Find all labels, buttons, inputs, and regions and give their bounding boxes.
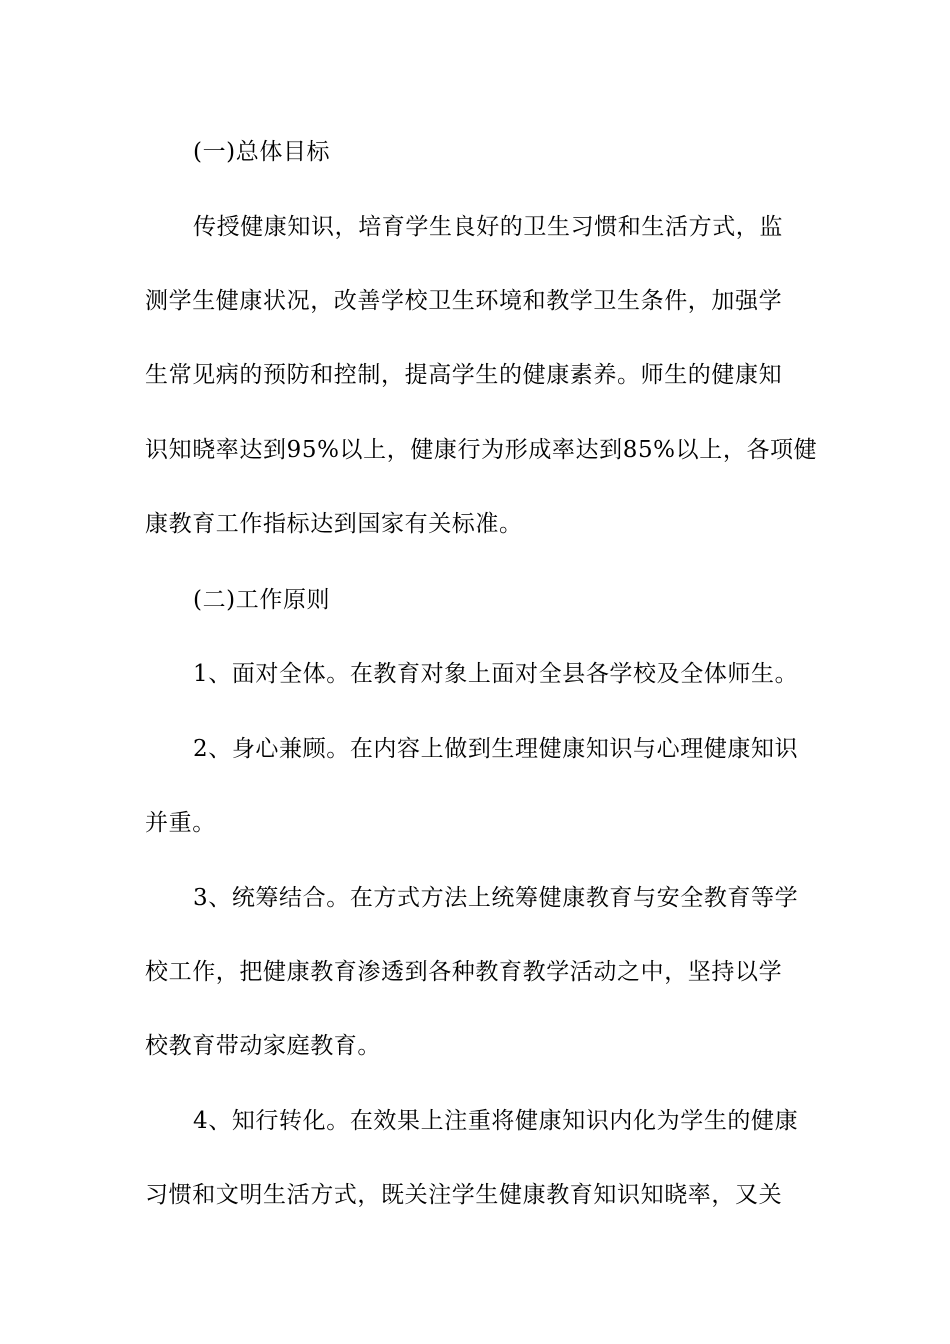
list-item-line: 并重。 <box>145 810 216 836</box>
paragraph-line: 识知晓率达到95%以上，健康行为形成率达到85%以上，各项健 <box>145 437 818 463</box>
list-item-line: 习惯和文明生活方式，既关注学生健康教育知识知晓率，又关 <box>145 1182 783 1208</box>
section-heading-overall-goal: (一)总体目标 <box>193 139 331 165</box>
list-item-line: 校工作，把健康教育渗透到各种教育教学活动之中，坚持以学 <box>145 959 783 985</box>
paragraph-line: 生常见病的预防和控制，提高学生的健康素养。师生的健康知 <box>145 362 783 388</box>
paragraph-line: 康教育工作指标达到国家有关标准。 <box>145 511 523 537</box>
list-item-line: 4、知行转化。在效果上注重将健康知识内化为学生的健康 <box>193 1108 799 1134</box>
list-item-line: 1、面对全体。在教育对象上面对全县各学校及全体师生。 <box>193 661 799 687</box>
list-item-line: 3、统筹结合。在方式方法上统筹健康教育与安全教育等学 <box>193 885 799 911</box>
list-item-line: 校教育带动家庭教育。 <box>145 1033 381 1059</box>
paragraph-line: 传授健康知识，培育学生良好的卫生习惯和生活方式，监 <box>193 214 783 240</box>
paragraph-line: 测学生健康状况，改善学校卫生环境和教学卫生条件，加强学 <box>145 288 783 314</box>
list-item-line: 2、身心兼顾。在内容上做到生理健康知识与心理健康知识 <box>193 736 799 762</box>
section-heading-work-principles: (二)工作原则 <box>193 587 331 613</box>
